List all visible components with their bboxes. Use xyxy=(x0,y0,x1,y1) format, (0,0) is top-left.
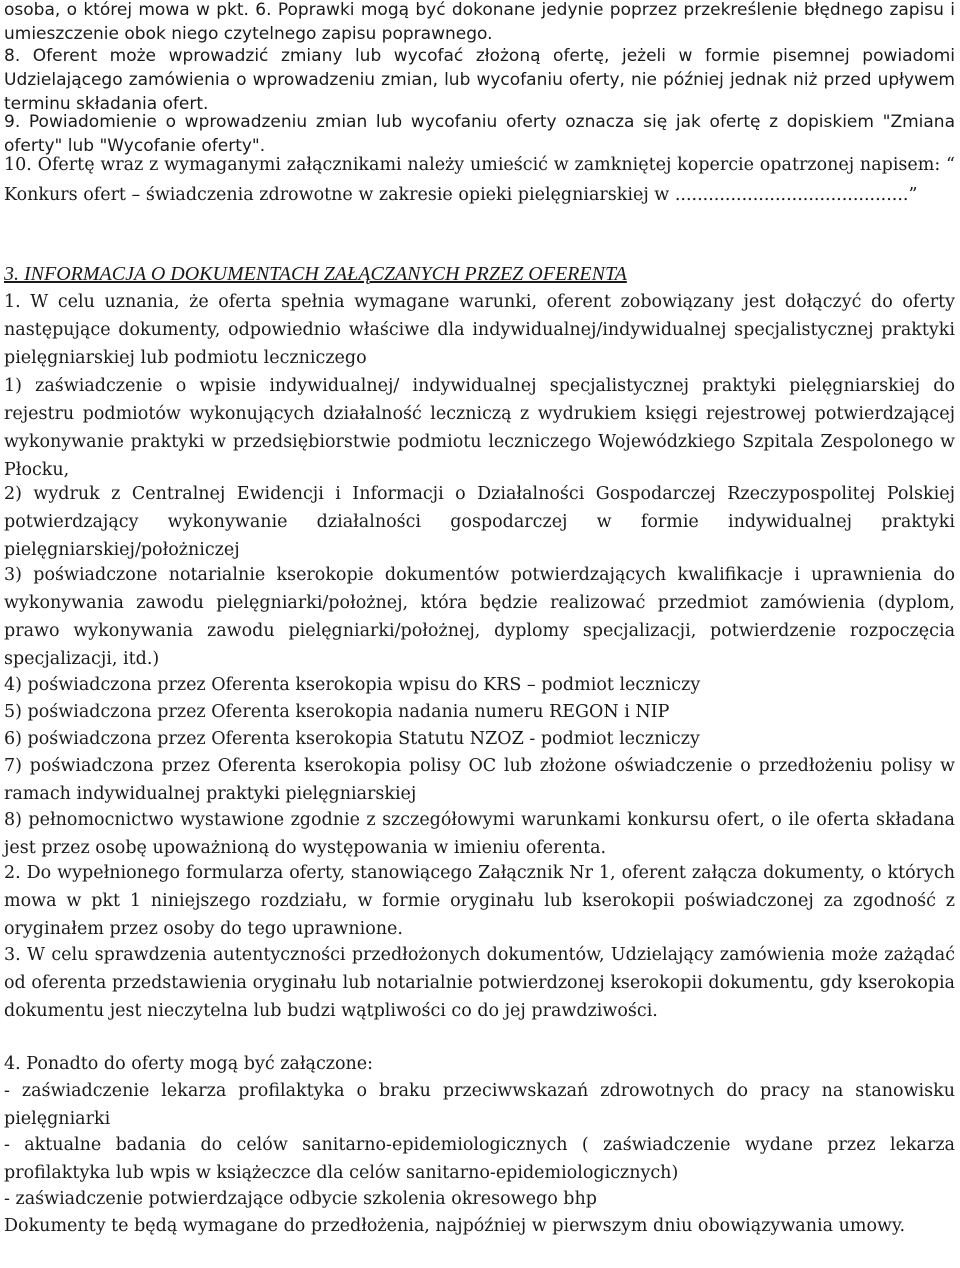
paragraph-continuation: osoba, o której mowa w pkt. 6. Poprawki mogą być dokonane jedynie poprzez przekreślenie błędnego zapisu i umieszczenie obok niego czytelnego zapisu poprawnego. xyxy=(4,0,955,44)
paragraph-10: 10. Ofertę wraz z wymaganymi załącznikami należy umieścić w zamkniętej kopercie opatrzonej napisem: “ Konkurs ofert – świadczenia zdrowotne w zakresie opieki pielęgniarskiej w ..........................................” xyxy=(4,155,955,205)
list-item-7: 7) poświadczona przez Oferenta kserokopia polisy OC lub złożone oświadczenie o przedłożeniu polisy w ramach indywidualnej praktyki pielęgniarskiej xyxy=(4,756,955,804)
list-item-1: 1) zaświadczenie o wpisie indywidualnej/ indywidualnej specjalistycznej praktyki pielęgniarskiej do rejestru podmiotów wykonujących działalność leczniczą z wydrukiem księgi rejestrowej potwierdzającej wykonywanie praktyki w przedsiębiorstwie podmiotu leczniczego Wojewódzkiego Szpitala Zespolonego w Płocku, xyxy=(4,376,955,480)
attachment-item-1: - zaświadczenie lekarza profilaktyka o braku przeciwwskazań zdrowotnych do pracy na stanowisku pielęgniarki xyxy=(4,1081,955,1129)
list-item-5: 5) poświadczona przez Oferenta kserokopia nadania numeru REGON i NIP xyxy=(4,702,670,722)
section-point-3: 3. W celu sprawdzenia autentyczności przedłożonych dokumentów, Udzielający zamówienia może zażądać od oferenta przedstawienia oryginału lub notarialnie potwierdzonej kserokopii dokumentu, gdy kserokopia dokumentu jest nieczytelna lub budzi wątpliwości co do jej prawdziwości. xyxy=(4,945,955,1021)
closing-paragraph: Dokumenty te będą wymagane do przedłożenia, najpóźniej w pierwszym dniu obowiązywania umowy. xyxy=(4,1216,906,1236)
list-item-8: 8) pełnomocnictwo wystawione zgodnie z szczegółowymi warunkami konkursu ofert, o ile oferta składana jest przez osobę upoważnioną do występowania w imieniu oferenta. xyxy=(4,810,955,858)
list-item-2: 2) wydruk z Centralnej Ewidencji i Informacji o Działalności Gospodarczej Rzeczypospolitej Polskiej potwierdzający wykonywanie działalności gospodarczej w formie indywidualnej praktyki pielęgniarskiej/położniczej xyxy=(4,484,955,560)
attachment-item-3: - zaświadczenie potwierdzające odbycie szkolenia okresowego bhp xyxy=(4,1189,597,1209)
list-item-3: 3) poświadczone notarialnie kserokopie dokumentów potwierdzających kwalifikacje i uprawnienia do wykonywania zawodu pielęgniarki/położnej, która będzie realizować przedmiot zamówienia (dyplom, prawo wykonywania zawodu pielęgniarki/położnej, dyplomy specjalizacji, potwierdzenie rozpoczęcia specjalizacji, itd.) xyxy=(4,565,955,669)
section-point-2: 2. Do wypełnionego formularza oferty, stanowiącego Załącznik Nr 1, oferent załącza dokumenty, o których mowa w pkt 1 niniejszego rozdziału, w formie oryginału lub kserokopii poświadczonej za zgodność z oryginałem przez osoby do tego uprawnione. xyxy=(4,863,955,939)
attachment-item-2: - aktualne badania do celów sanitarno-epidemiologicznych ( zaświadczenie wydane przez lekarza profilaktyka lub wpis w książeczce dla celów sanitarno-epidemiologicznych) xyxy=(4,1135,955,1183)
section-point-4: 4. Ponadto do oferty mogą być załączone: xyxy=(4,1054,374,1074)
paragraph-9: 9. Powiadomienie o wprowadzeniu zmian lub wycofaniu oferty oznacza się jak ofertę z dopiskiem "Zmiana oferty" lub "Wycofanie oferty". xyxy=(4,112,955,156)
section-heading-3: 3. INFORMACJA O DOKUMENTACH ZAŁĄCZANYCH PRZEZ OFERENTA xyxy=(4,263,627,285)
section-point-1: 1. W celu uznania, że oferta spełnia wymagane warunki, oferent zobowiązany jest dołączyć do oferty następujące dokumenty, odpowiednio właściwe dla indywidualnej/indywidualnej specjalistycznej praktyki pielęgniarskiej lub podmiotu leczniczego xyxy=(4,292,955,368)
paragraph-8: 8. Oferent może wprowadzić zmiany lub wycofać złożoną ofertę, jeżeli w formie pisemnej powiadomi Udzielającego zamówienia o wprowadzeniu zmian, lub wycofaniu oferty, nie później jednak niż przed upływem terminu składania ofert. xyxy=(4,46,955,114)
list-item-4: 4) poświadczona przez Oferenta kserokopia wpisu do KRS – podmiot leczniczy xyxy=(4,675,701,695)
list-item-6: 6) poświadczona przez Oferenta kserokopia Statutu NZOZ - podmiot leczniczy xyxy=(4,729,700,749)
